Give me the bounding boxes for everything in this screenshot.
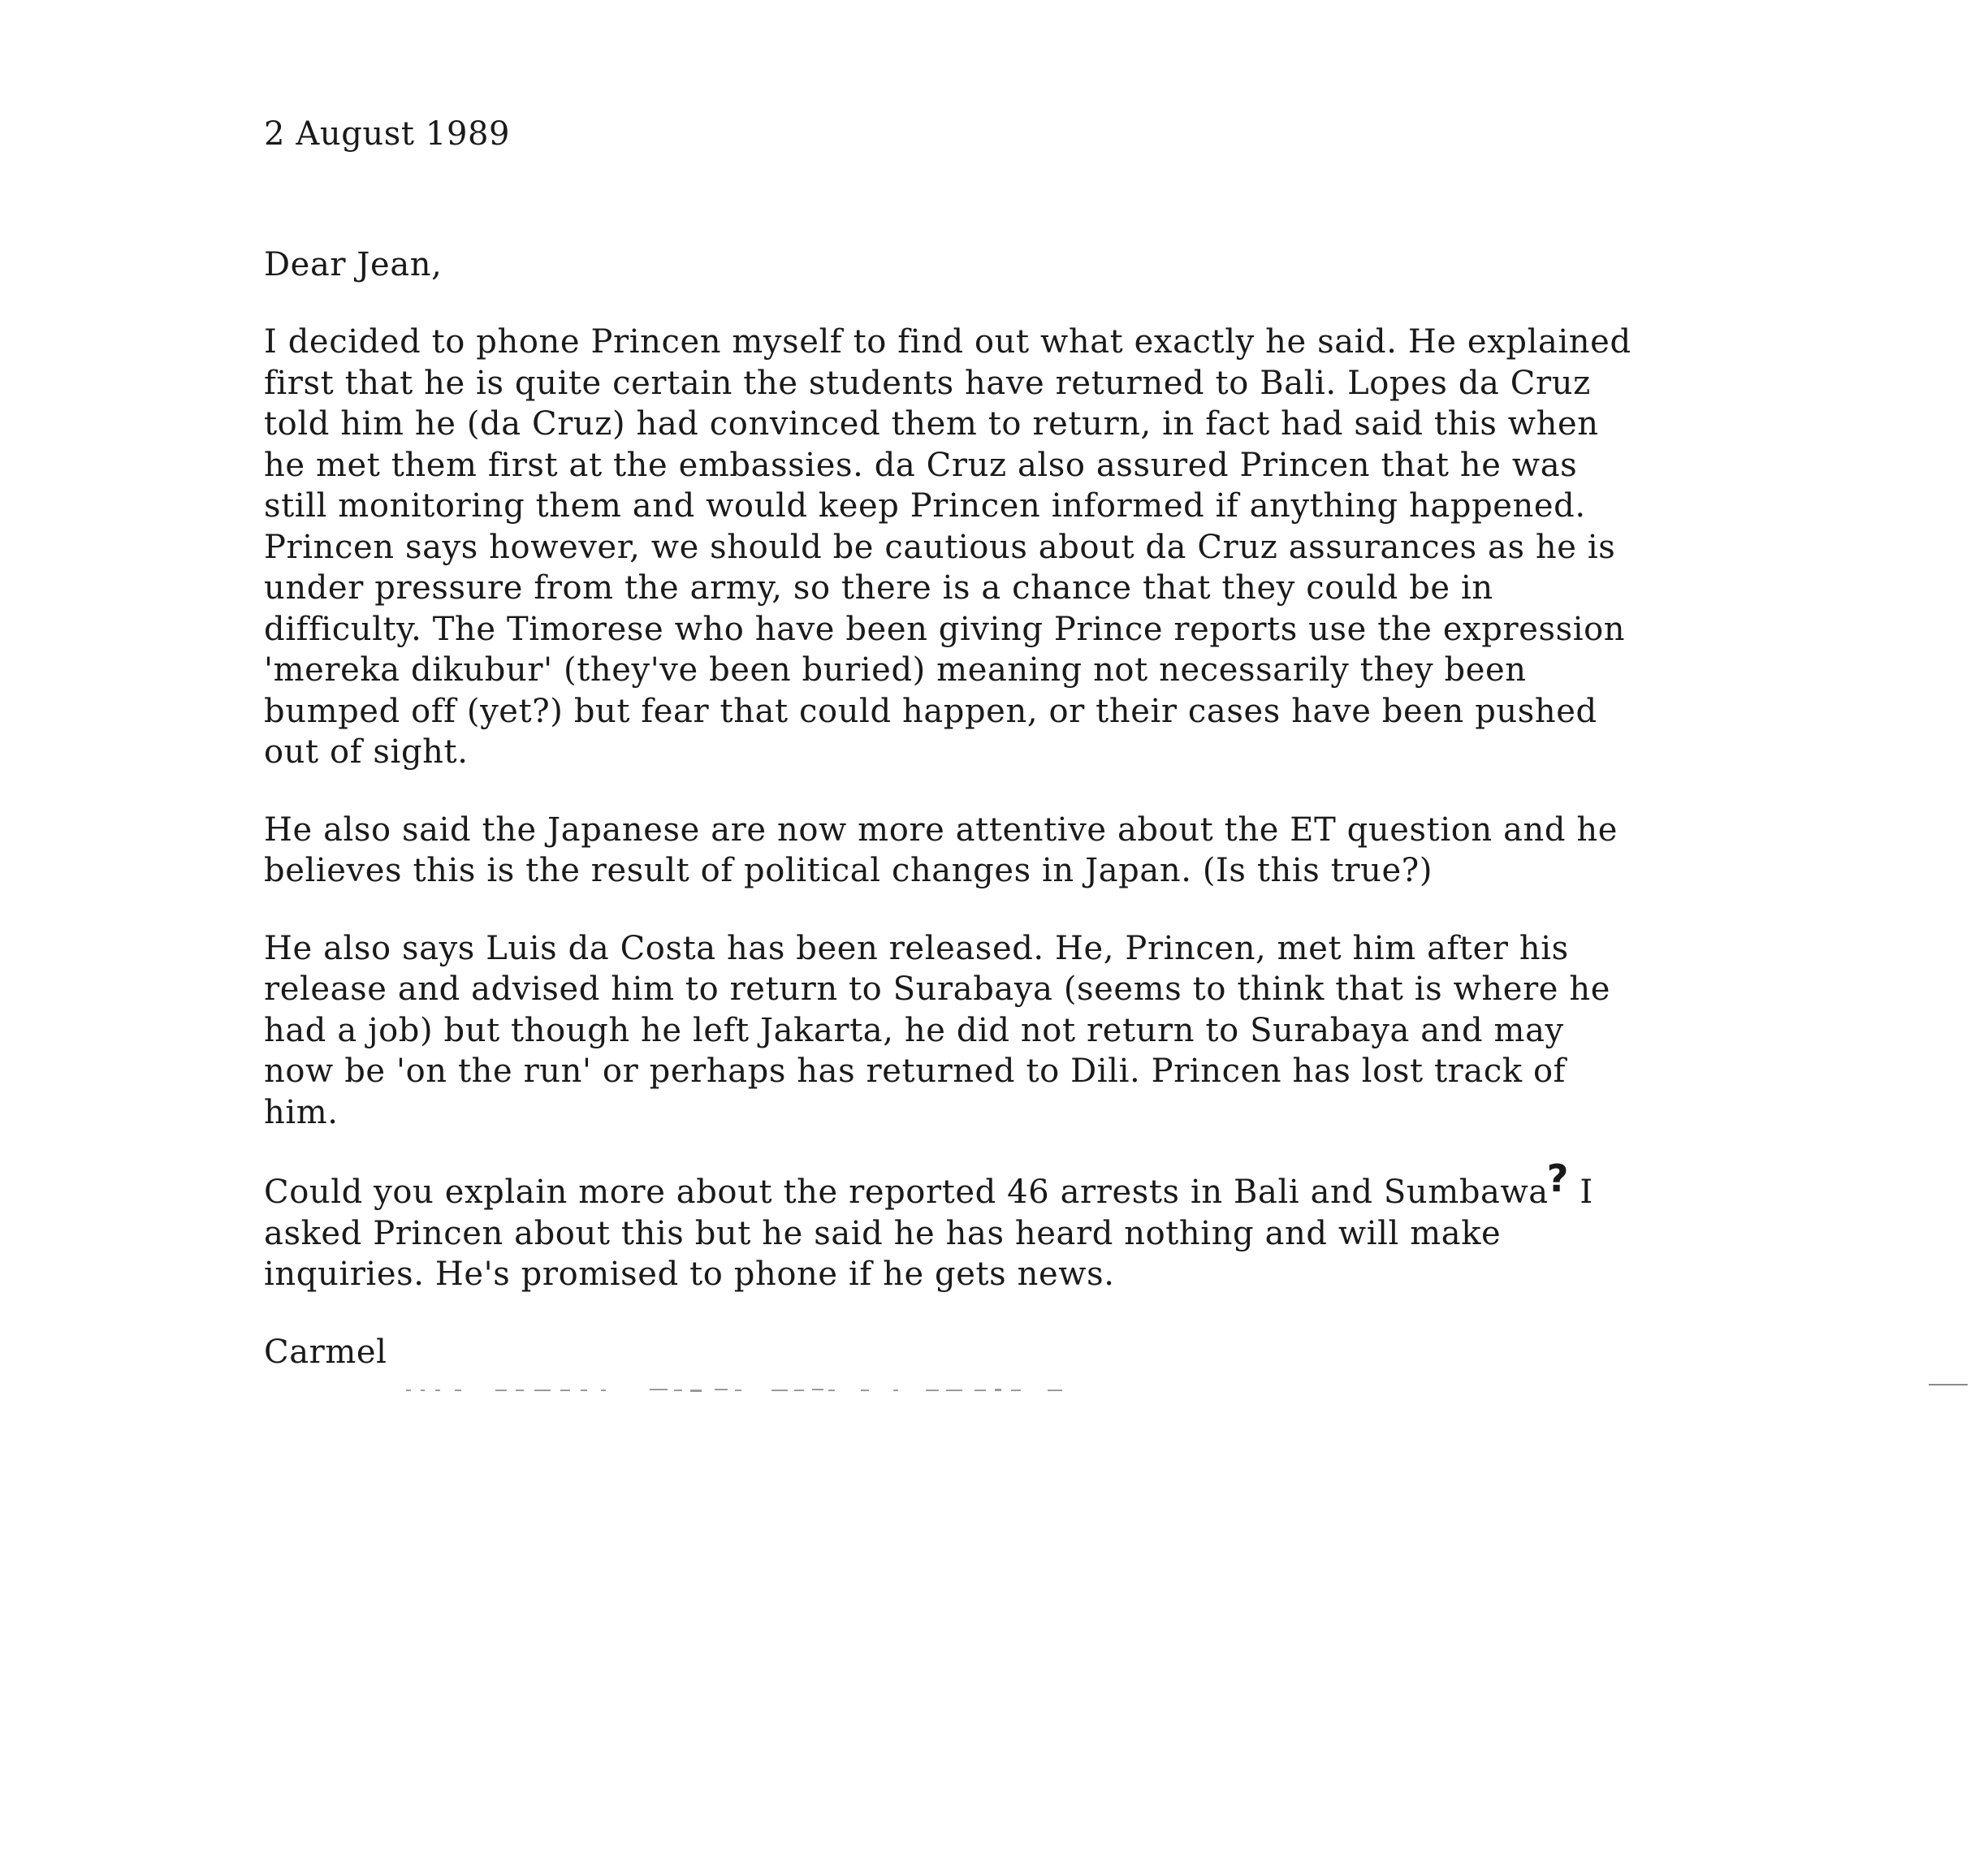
paragraph-line-start: Could you explain more about the reported 46 arrests in Bali and Sumbawa [264, 1174, 1549, 1211]
paragraph-2 [264, 810, 1848, 892]
signature: Carmel [264, 1333, 387, 1371]
paragraph-line: now be 'on the run' or perhaps has returned to Dili. Princen has lost track of [264, 1053, 1567, 1090]
paragraph-3 [264, 928, 1848, 1134]
letter-date: 2 August 1989 [264, 115, 511, 153]
handwritten-question-mark: ? [1546, 1156, 1570, 1200]
paragraph-line: first that he is quite certain the students have returned to Bali. Lopes da Cruz [264, 364, 1591, 402]
paragraph-line: release and advised him to return to Surabaya (seems to think that is where he [264, 970, 1611, 1008]
paragraph-line: He also said the Japanese are now more attentive about the ET question and he [264, 810, 1618, 849]
paragraph-line: 'mereka dikubur' (they've been buried) meaning not necessarily they been [264, 651, 1527, 689]
paragraph-line: told him he (da Cruz) had convinced them to return, in fact had said this when [264, 405, 1599, 443]
salutation: Dear Jean, [264, 245, 443, 283]
paragraph-line: difficulty. The Timorese who have been giving Prince reports use the expression [264, 610, 1626, 648]
paragraph-line: he met them first at the embassies. da Cruz also assured Princen that he was [264, 446, 1578, 484]
paragraph-line-end: I [1569, 1174, 1593, 1211]
paragraph-line: under pressure from the army, so there is a chance that they could be in [264, 569, 1493, 607]
paragraph-line: Princen says however, we should be cautious about da Cruz assurances as he is [264, 528, 1616, 566]
faint-scan-specks [406, 1385, 1421, 1394]
paragraph-1 [264, 322, 1848, 773]
letter-body [264, 114, 1848, 1372]
paragraph-line: bumped off (yet?) but fear that could happen, or their cases have been pushed [264, 692, 1597, 730]
paragraph-line: believes this is the result of political changes in Japan. (Is this true?) [264, 852, 1433, 889]
paragraph-line: I decided to phone Princen myself to find out what exactly he said. He explained [264, 323, 1631, 361]
paragraph-line: still monitoring them and would keep Princen informed if anything happened. [264, 487, 1586, 525]
paragraph-line: inquiries. He's promised to phone if he gets news. [264, 1256, 1115, 1293]
paragraph-line: asked Princen about this but he said he has heard nothing and will make [264, 1214, 1502, 1252]
paragraph-line-with-mark [264, 1156, 1848, 1213]
paragraph-line: He also says Luis da Costa has been released. He, Princen, met him after his [264, 929, 1569, 967]
edge-mark [1929, 1381, 1969, 1389]
paragraph-4 [264, 1156, 1848, 1295]
paragraph-line: him. [264, 1093, 339, 1131]
paragraph-line: had a job) but though he left Jakarta, he did not return to Surabaya and may [264, 1011, 1564, 1049]
paragraph-line: out of sight. [264, 733, 469, 771]
